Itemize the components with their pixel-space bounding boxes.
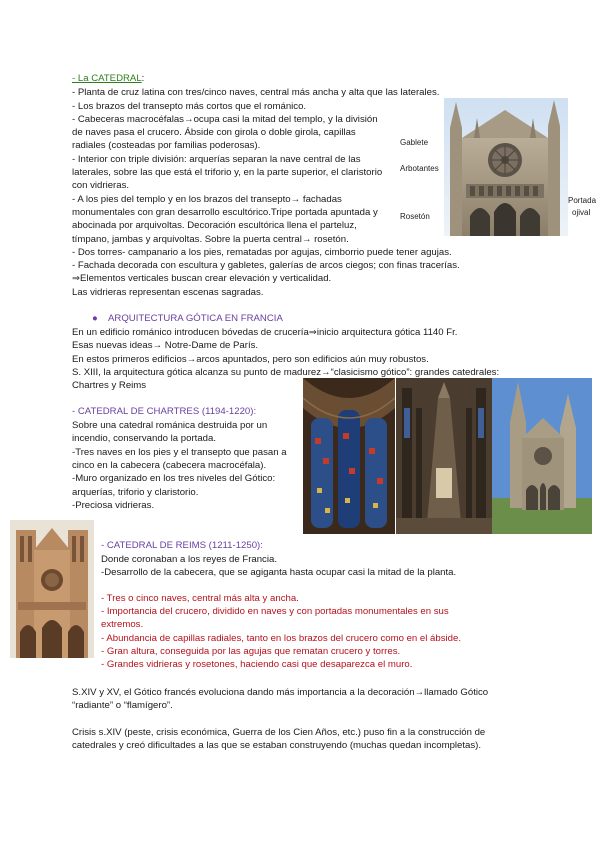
crisis-line: catedrales y creó dificultades a las que se estaban construyendo (muchas quedan incompletas). bbox=[72, 740, 482, 751]
catedral-heading-line: - La CATEDRAL: bbox=[72, 73, 145, 84]
cathedral-facade-image bbox=[444, 98, 568, 236]
francia-line: Chartres y Reims bbox=[72, 380, 147, 391]
stained-glass-image bbox=[303, 378, 395, 534]
catedral-line: abocinada por arquivoltas. Decoración escultórica llena el parteluz, bbox=[72, 220, 357, 231]
reims-red-line: - Abundancia de capillas radiales, tanto en los brazos del crucero como en el ábside. bbox=[101, 633, 461, 644]
catedral-line: monumentales con gran desarrollo escultórico.Tripe portada apuntada y bbox=[72, 207, 378, 218]
chartres-line: incendio, conservando la portada. bbox=[72, 433, 217, 444]
chartres-line: -Preciosa vidrieras. bbox=[72, 500, 155, 511]
crisis-line: Crisis s.XIV (peste, crisis económica, Guerra de los Cien Años, etc.) puso fin a la construcción de bbox=[72, 727, 486, 738]
francia-bullet: ● bbox=[92, 313, 98, 324]
reims-line: -Desarrollo de la cabecera, que se agiganta hasta ocupar casi la mitad de la planta. bbox=[101, 567, 457, 578]
label-gablete: Gablete bbox=[400, 138, 429, 147]
reims-line: Donde coronaban a los reyes de Francia. bbox=[101, 554, 277, 565]
chartres-line: Sobre una catedral románica destruida por un bbox=[72, 420, 268, 431]
reims-red-line: extremos. bbox=[101, 619, 144, 630]
chartres-facade-image bbox=[492, 378, 592, 534]
nave-interior-image bbox=[396, 378, 492, 534]
label-arbotantes: Arbotantes bbox=[400, 164, 439, 173]
catedral-line: - Cabeceras macrocéfalas→ocupa casi la mitad del templo, y la división bbox=[72, 114, 378, 125]
label-roseton: Rosetón bbox=[400, 212, 430, 221]
catedral-line: tímpano, jambas y arquivoltas. Sobre la puerta central→ rosetón. bbox=[72, 234, 349, 245]
catedral-line: radiales (costeadas por familias poderosas). bbox=[72, 140, 261, 151]
catedral-line: ⇒Elementos verticales buscan crear elevación y verticalidad. bbox=[72, 273, 332, 284]
catedral-line: laterales, sobre las que está el triforio y, en la parte superior, el claristorio bbox=[72, 167, 383, 178]
reims-red-line: - Tres o cinco naves, central más alta y ancha. bbox=[101, 593, 299, 604]
francia-heading: ARQUITECTURA GÓTICA EN FRANCIA bbox=[108, 313, 283, 324]
francia-line: En estos primeros edificios→arcos apuntados, pero son edificios aún muy robustos. bbox=[72, 354, 429, 365]
chartres-heading: - CATEDRAL DE CHARTRES (1194-1220): bbox=[72, 406, 257, 417]
francia-line: En un edificio románico introducen bóvedas de crucería⇒inicio arquitectura gótica 1140 Fr. bbox=[72, 327, 458, 338]
reims-heading: - CATEDRAL DE REIMS (1211-1250): bbox=[101, 540, 263, 551]
chartres-line: cinco en la cabecera (cabecera macrocéfala). bbox=[72, 460, 267, 471]
catedral-line: con vidrieras. bbox=[72, 180, 130, 191]
catedral-heading: - La CATEDRAL bbox=[72, 73, 142, 84]
reims-red-line: - Grandes vidrieras y rosetones, haciendo casi que desaparezca el muro. bbox=[101, 659, 413, 670]
catedral-line: Las vidrieras representan escenas sagradas. bbox=[72, 287, 264, 298]
francia-line: S. XIII, la arquitectura gótica alcanza su punto de madurez→“clasicismo gótico”: grandes catedrales: bbox=[72, 367, 500, 378]
catedral-line: - Dos torres- campanario a los pies, rematadas por agujas, cimborrio puede tener agujas. bbox=[72, 247, 452, 258]
catedral-line: - Interior con triple división: arquerías separan la nave central de las bbox=[72, 154, 361, 165]
label-ojival: ojival bbox=[572, 208, 591, 217]
label-portada: Portada bbox=[568, 196, 597, 205]
reims-red-line: - Gran altura, conseguida por las agujas que rematan crucero y torres. bbox=[101, 646, 401, 657]
chartres-line: arquerías, triforio y claristorio. bbox=[72, 487, 199, 498]
catedral-line: - A los pies del templo y en los brazos del transepto→ fachadas bbox=[72, 194, 342, 205]
chartres-line: -Muro organizado en los tres niveles del Gótico: bbox=[72, 473, 276, 484]
catedral-line: - Los brazos del transepto más cortos que el románico. bbox=[72, 101, 307, 112]
francia-line: Esas nuevas ideas→ Notre-Dame de París. bbox=[72, 340, 259, 351]
reims-red-line: - Importancia del crucero, dividido en naves y con portadas monumentales en sus bbox=[101, 606, 449, 617]
catedral-line: - Fachada decorada con escultura y gabletes, galerías de arcos ciegos; con finas tracerías. bbox=[72, 260, 460, 271]
xiv-line: S.XIV y XV, el Gótico francés evoluciona dando más importancia a la decoración→llamado Gótico bbox=[72, 687, 489, 698]
reims-facade-image bbox=[10, 520, 94, 658]
chartres-line: -Tres naves en los pies y el transepto que pasan a bbox=[72, 447, 287, 458]
catedral-line: de naves pasa el crucero. Ábside con girola o doble girola, capillas bbox=[72, 127, 356, 138]
catedral-line: - Planta de cruz latina con tres/cinco naves, central más ancha y alta que las laterales. bbox=[72, 87, 440, 98]
xiv-line: “radiante” o “flamígero”. bbox=[72, 700, 173, 711]
